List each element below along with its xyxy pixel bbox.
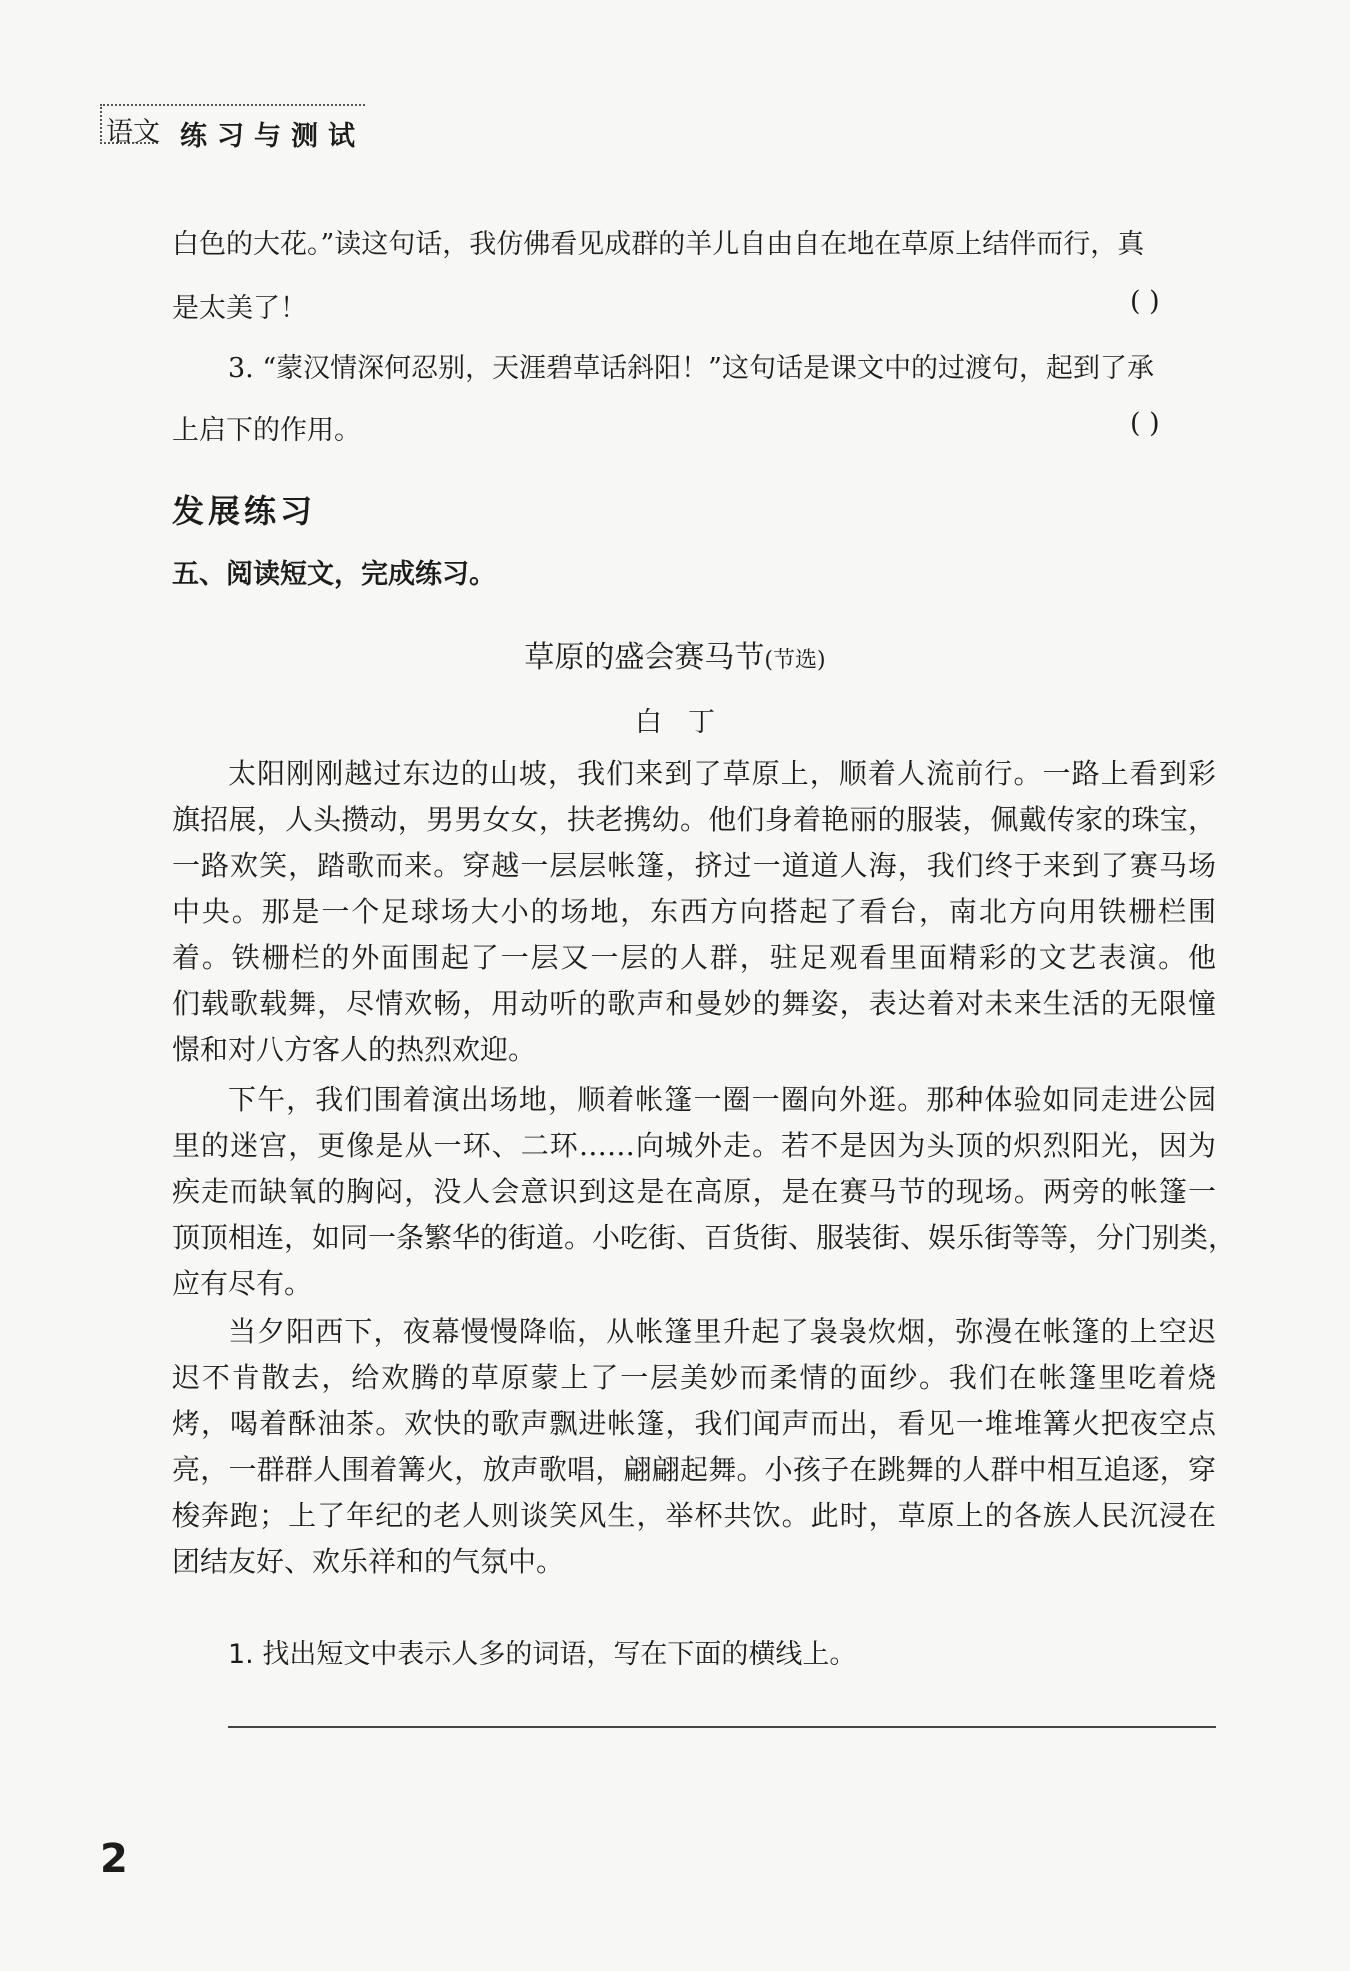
article-line: 里的迷宫，更像是从一环、二环……向城外走。若不是因为头顶的炽烈阳光，因为 [172, 1129, 1216, 1162]
article-line: 烤，喝着酥油茶。欢快的歌声飘进帐篷，我们闻声而出，看见一堆堆篝火把夜空点 [172, 1407, 1216, 1440]
answer-blank-line[interactable] [228, 1726, 1216, 1728]
article-author: 白丁 [635, 707, 741, 738]
judgement-item-2-line-2: 是太美了！ [172, 293, 307, 324]
article-title-text: 草原的盛会赛马节 [524, 640, 765, 675]
page-header [100, 104, 365, 152]
article-line: 下午，我们围着演出场地，顺着帐篷一圈一圈向外逛。那种体验如同走进公园 [228, 1083, 1216, 1116]
header-dotted-border [100, 104, 365, 106]
book-title: 练习与测试 [180, 121, 365, 152]
article-line: 团结友好、欢乐祥和的气氛中。 [172, 1545, 565, 1578]
article-line: 旗招展，人头攒动，男男女女，扶老携幼。他们身着艳丽的服装，佩戴传家的珠宝， [172, 803, 1216, 836]
judgement-item-2-line-1: 白色的大花。”读这句话，我仿佛看见成群的羊儿自由自在地在草原上结伴而行，真 [172, 229, 1145, 260]
judgement-item-2-answer-parens[interactable]: ( ) [1130, 286, 1160, 317]
article-line: 顶顶相连，如同一条繁华的街道。小吃街、百货街、服装街、娱乐街等等，分门别类， [172, 1221, 1237, 1254]
judgement-item-3-line-2: 上启下的作用。 [172, 415, 361, 446]
article-line: 梭奔跑；上了年纪的老人则谈笑风生，举杯共饮。此时，草原上的各族人民沉浸在 [172, 1499, 1216, 1532]
question-1: 1. 找出短文中表示人多的词语，写在下面的横线上。 [228, 1639, 857, 1670]
header-dotted-border-left [100, 104, 102, 144]
judgement-item-3-line-1: 3. “蒙汉情深何忍别，天涯碧草话斜阳！”这句话是课文中的过渡句，起到了承 [228, 353, 1154, 384]
article-line: 应有尽有。 [172, 1267, 313, 1300]
article-title-note: (节选) [764, 648, 826, 673]
question-heading: 五、阅读短文，完成练习。 [172, 559, 496, 590]
article-line: 当夕阳西下，夜幕慢慢降临，从帐篷里升起了袅袅炊烟，弥漫在帐篷的上空迟 [228, 1315, 1216, 1348]
page-number: 2 [100, 1836, 128, 1882]
article-line: 一路欢笑，踏歌而来。穿越一层层帐篷，挤过一道道人海，我们终于来到了赛马场 [172, 849, 1216, 882]
subject-label: 语文 [106, 117, 160, 148]
article-line: 亮，一群群人围着篝火，放声歌唱，翩翩起舞。小孩子在跳舞的人群中相互追逐，穿 [172, 1453, 1216, 1486]
article-line: 中央。那是一个足球场大小的场地，东西方向搭起了看台，南北方向用铁栅栏围 [172, 895, 1216, 928]
judgement-item-3-answer-parens[interactable]: ( ) [1130, 408, 1160, 439]
article-line: 疾走而缺氧的胸闷，没人会意识到这是在高原，是在赛马节的现场。两旁的帐篷一 [172, 1175, 1216, 1208]
article-line: 太阳刚刚越过东边的山坡，我们来到了草原上，顺着人流前行。一路上看到彩 [228, 757, 1216, 790]
article-line: 迟不肯散去，给欢腾的草原蒙上了一层美妙而柔情的面纱。我们在帐篷里吃着烧 [172, 1361, 1216, 1394]
article-line: 们载歌载舞，尽情欢畅，用动听的歌声和曼妙的舞姿，表达着对未来生活的无限憧 [172, 987, 1216, 1020]
article-line: 着。铁栅栏的外面围起了一层又一层的人群，驻足观看里面精彩的文艺表演。他 [172, 941, 1216, 974]
article-title [0, 632, 1350, 676]
article-line: 憬和对八方客人的热烈欢迎。 [172, 1033, 537, 1066]
section-title: 发展练习 [172, 492, 317, 530]
